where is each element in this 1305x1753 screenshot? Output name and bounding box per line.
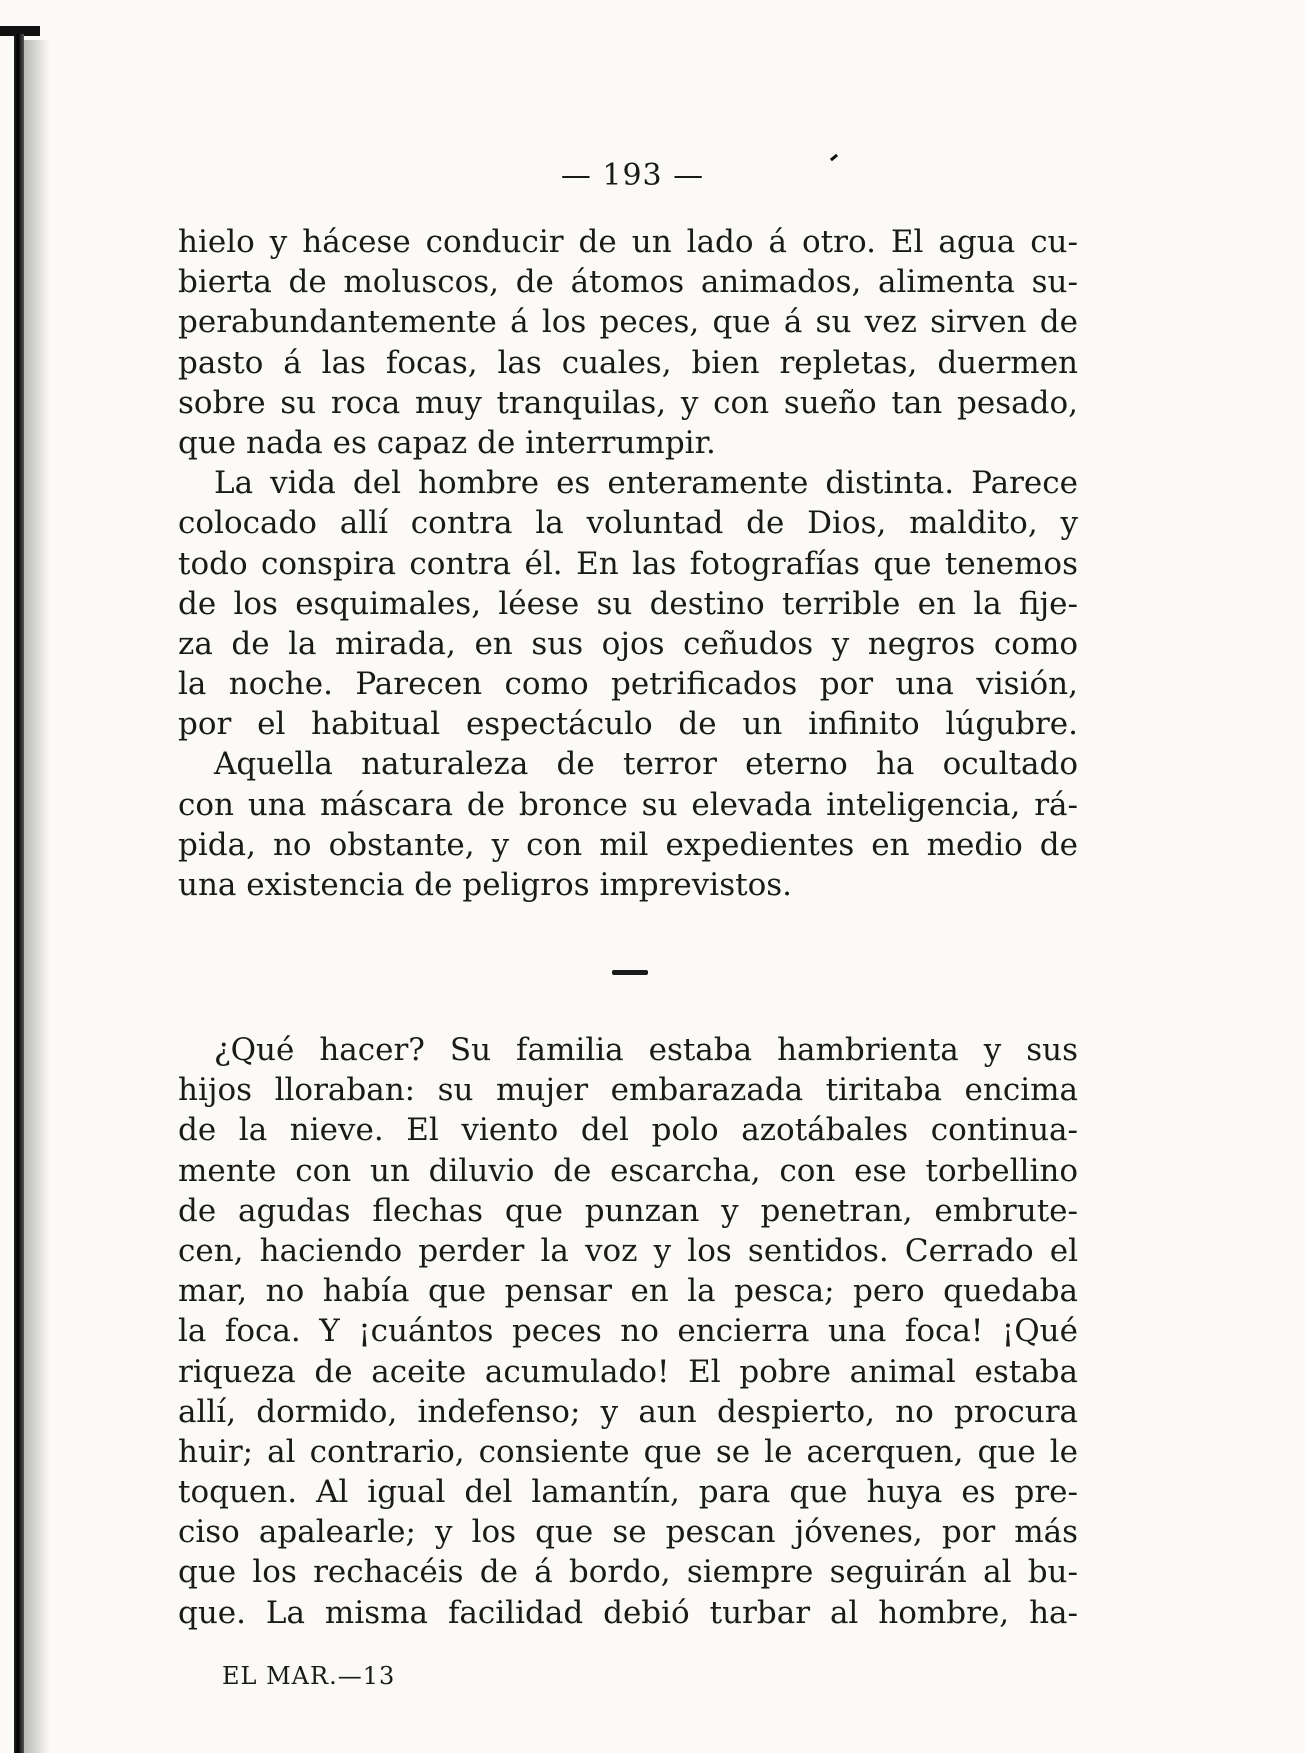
text-line: allí, dormido, indefenso; y aun despierto, no procura (178, 1393, 1078, 1430)
text-line: mente con un diluvio de escarcha, con ese torbellino (178, 1152, 1078, 1189)
text-line: La vida del hombre es enteramente distinta. Parece (214, 465, 1078, 502)
text-line: de los esquimales, léese su destino terrible en la fije- (178, 585, 1078, 622)
text-block-top (178, 222, 1078, 905)
text-line: pasto á las focas, las cuales, bien repletas, duermen (178, 344, 1078, 381)
text-line: la foca. Y ¡cuántos peces no encierra una foca! ¡Qué (178, 1313, 1078, 1350)
text-line: pida, no obstante, y con mil expedientes en medio de (178, 826, 1078, 863)
text-line: de la nieve. El viento del polo azotábales continua- (178, 1112, 1078, 1149)
binding-spine (14, 34, 24, 1753)
text-line: la noche. Parecen como petrificados por una visión, (178, 666, 1078, 703)
section-divider (612, 970, 648, 975)
text-line: bierta de moluscos, de átomos animados, alimenta su- (178, 264, 1078, 301)
text-line: que nada es capaz de interrumpir. (178, 424, 716, 461)
text-line: mar, no había que pensar en la pesca; pero quedaba (178, 1273, 1078, 1310)
text-line: sobre su roca muy tranquilas, y con sueño tan pesado, (178, 384, 1078, 421)
text-line: por el habitual espectáculo de un infinito lúgubre. (178, 706, 1078, 743)
text-line: perabundantemente á los peces, que á su vez sirven de (178, 304, 1078, 341)
binding-shadow (24, 40, 50, 1753)
text-line: una existencia de peligros imprevistos. (178, 867, 792, 903)
text-line: con una máscara de bronce su elevada inteligencia, rá- (178, 786, 1078, 823)
text-line: za de la mirada, en sus ojos ceñudos y negros como (178, 625, 1078, 662)
signature-mark: EL MAR.—13 (222, 1662, 396, 1690)
text-line: riqueza de aceite acumulado! El pobre animal estaba (178, 1353, 1078, 1390)
text-line: cen, haciendo perder la voz y los sentidos. Cerrado el (178, 1232, 1078, 1269)
text-block-bottom (178, 1030, 1078, 1633)
text-line: toquen. Al igual del lamantín, para que huya es pre- (178, 1474, 1078, 1511)
book-binding-edge (0, 0, 70, 1753)
text-line: colocado allí contra la voluntad de Dios, maldito, y (178, 505, 1078, 542)
text-line: hijos lloraban: su mujer embarazada tiritaba encima (178, 1072, 1078, 1109)
text-line: de agudas flechas que punzan y penetran, embrute- (178, 1192, 1078, 1229)
text-line: que. La misma facilidad debió turbar al hombre, ha- (178, 1594, 1078, 1631)
text-line: Aquella naturaleza de terror eterno ha ocultado (214, 746, 1078, 783)
page-number: — 193 — (560, 158, 705, 193)
text-line: todo conspira contra él. En las fotografías que tenemos (178, 545, 1078, 582)
text-line: ciso apalearle; y los que se pescan jóvenes, por más (178, 1514, 1078, 1551)
text-line: que los rechacéis de á bordo, siempre seguirán al bu- (178, 1554, 1078, 1591)
text-line: hielo y hácese conducir de un lado á otro. El agua cu- (178, 224, 1078, 260)
text-line: ¿Qué hacer? Su familia estaba hambrienta y sus (214, 1032, 1078, 1068)
text-line: huir; al contrario, consiente que se le acerquen, que le (178, 1433, 1078, 1470)
